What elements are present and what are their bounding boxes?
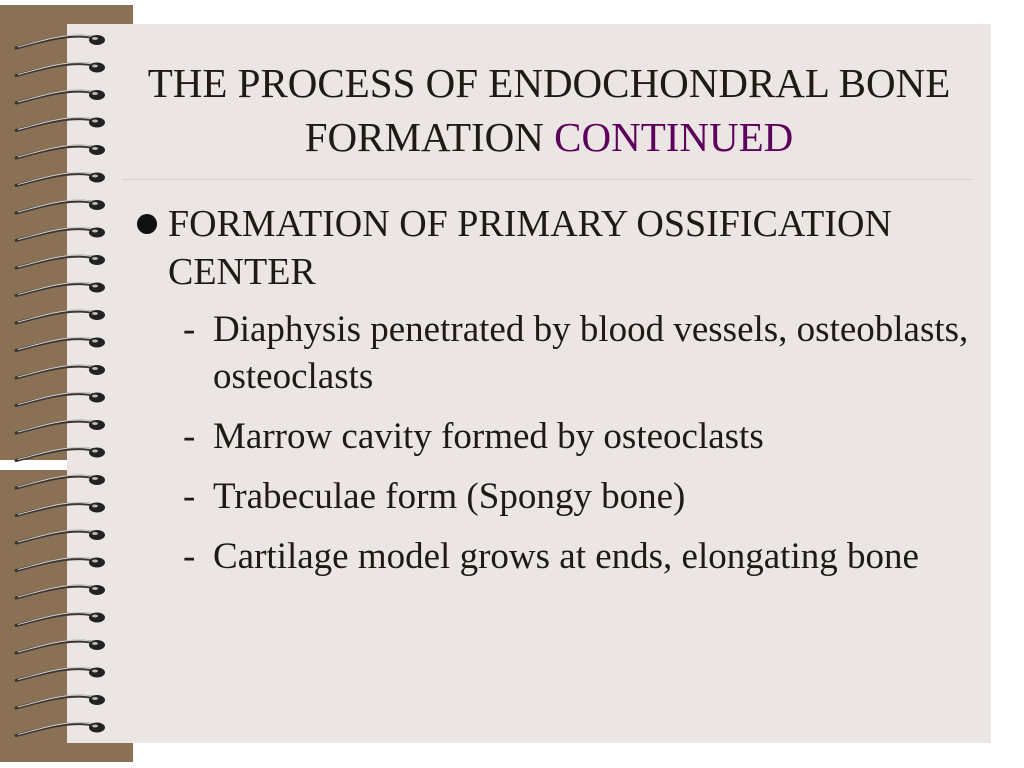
- spiral-ring: [16, 338, 105, 351]
- bullet-text: FORMATION OF PRIMARY OSSIFICATION CENTER: [168, 203, 892, 293]
- spiral-ring: [16, 393, 105, 406]
- sub-bullet-list: [134, 306, 974, 580]
- slide-title: [133, 56, 965, 164]
- spiral-ring: [16, 200, 105, 213]
- spiral-ring: [16, 365, 105, 378]
- spiral-ring: [16, 723, 105, 736]
- spiral-ring: [16, 90, 105, 103]
- spiral-ring: [16, 228, 105, 241]
- title-divider: [122, 179, 972, 180]
- title-main: THE PROCESS OF ENDOCHONDRAL BONE FORMATION: [147, 60, 951, 160]
- dash-marker: -: [183, 536, 196, 577]
- spiral-ring: [16, 695, 105, 708]
- dash-marker: -: [183, 416, 196, 457]
- sub-bullet-text: Cartilage model grows at ends, elongating bone: [213, 536, 919, 577]
- spiral-ring: [16, 640, 105, 653]
- title-accent: CONTINUED: [554, 114, 794, 160]
- spiral-ring: [16, 530, 105, 543]
- dash-marker: -: [183, 476, 196, 517]
- sub-bullet-item: [134, 413, 974, 460]
- sub-bullet-text: Trabeculae form (Spongy bone): [213, 476, 686, 517]
- sub-bullet-item: [134, 306, 974, 400]
- spiral-ring: [16, 668, 105, 681]
- notebook-spiral-icon: [0, 0, 140, 768]
- spiral-ring: [16, 118, 105, 131]
- spiral-ring: [16, 145, 105, 158]
- spiral-ring: [16, 613, 105, 626]
- spiral-ring: [16, 173, 105, 186]
- spiral-ring: [16, 63, 105, 76]
- spiral-ring: [16, 503, 105, 516]
- dash-marker: -: [183, 309, 196, 350]
- spiral-ring: [16, 475, 105, 488]
- sub-bullet-text: Diaphysis penetrated by blood vessels, osteoblasts, osteoclasts: [213, 309, 969, 397]
- spiral-ring: [16, 448, 105, 461]
- spiral-ring: [16, 420, 105, 433]
- slide-body: [134, 200, 974, 593]
- spiral-ring: [16, 35, 105, 48]
- sub-bullet-item: [134, 473, 974, 520]
- spiral-ring: [16, 310, 105, 323]
- spiral-ring: [16, 558, 105, 571]
- sub-bullet-item: [134, 533, 974, 580]
- spiral-ring: [16, 283, 105, 296]
- spiral-ring: [16, 255, 105, 268]
- bullet-item: [134, 200, 974, 296]
- spiral-ring: [16, 585, 105, 598]
- bullet-dot-icon: [137, 214, 157, 234]
- sub-bullet-text: Marrow cavity formed by osteoclasts: [213, 416, 764, 457]
